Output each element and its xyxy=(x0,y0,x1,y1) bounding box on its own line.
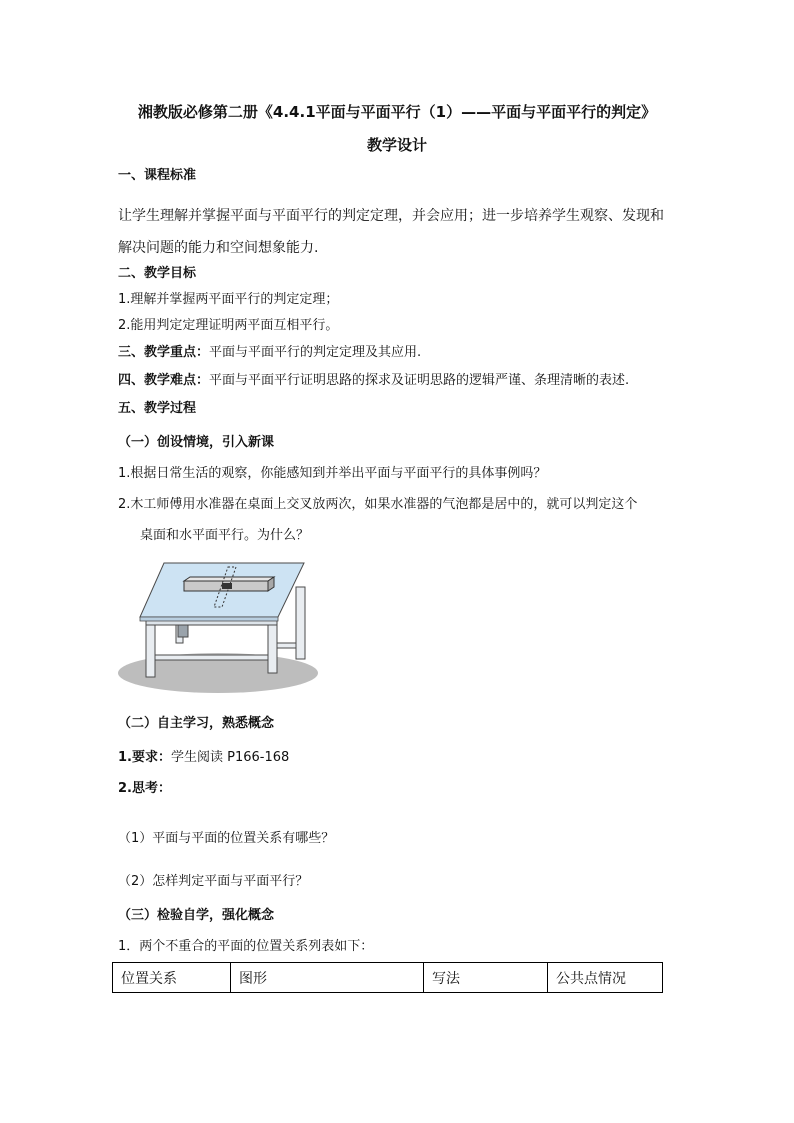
think-label: 2.思考： xyxy=(118,781,171,796)
col-header-common-points: 公共点情况 xyxy=(548,963,663,993)
requirement-text: 学生阅读 P166-168 xyxy=(170,750,290,765)
heading-scenario: （一）创设情境，引入新课 xyxy=(118,435,275,450)
scenario-question-2a: 2.木工师傅用水准器在桌面上交叉放两次，如果水准器的气泡都是居中的，就可以判定这个 xyxy=(118,497,638,512)
doc-title-line2: 教学设计 xyxy=(366,136,427,154)
heading-course-standard: 一、课程标准 xyxy=(118,168,197,183)
requirement xyxy=(118,749,289,767)
col-header-figure: 图形 xyxy=(231,963,424,993)
think-question-1: （1）平面与平面的位置关系有哪些？ xyxy=(118,831,335,846)
objective-item-1: 1.理解并掌握两平面平行的判定定理； xyxy=(118,292,339,307)
table-header-row xyxy=(113,963,663,993)
doc-title-line1: 湘教版必修第二册《4.4.1平面与平面平行（1）——平面与平面平行的判定》 xyxy=(137,103,657,121)
col-header-relation: 位置关系 xyxy=(113,963,231,993)
key-point-text: 平面与平面平行的判定定理及其应用. xyxy=(209,345,422,360)
relation-table xyxy=(112,962,663,993)
key-point-label: 三、教学重点： xyxy=(118,345,210,360)
think-question-2: （2）怎样判定平面与平面平行？ xyxy=(118,874,309,889)
key-point xyxy=(118,344,421,362)
scenario-question-2b: 桌面和水平面平行。为什么？ xyxy=(140,528,310,543)
col-header-notation: 写法 xyxy=(424,963,548,993)
requirement-label: 1.要求： xyxy=(118,750,171,765)
difficult-point xyxy=(118,372,629,390)
heading-objectives: 二、教学目标 xyxy=(118,266,197,281)
difficult-point-text: 平面与平面平行证明思路的探求及证明思路的逻辑严谨、条理清晰的表述. xyxy=(209,373,630,388)
table-level-illustration xyxy=(118,555,338,695)
scenario-question-1: 1.根据日常生活的观察，你能感知到并举出平面与平面平行的具体事例吗？ xyxy=(118,466,547,481)
heading-check: （三）检验自学，强化概念 xyxy=(118,908,275,923)
table-intro: 1．两个不重合的平面的位置关系列表如下： xyxy=(118,939,374,954)
standard-text-1: 让学生理解并掌握平面与平面平行的判定定理，并会应用；进一步培养学生观察、发现和 xyxy=(118,208,664,224)
objective-item-2: 2.能用判定定理证明两平面互相平行。 xyxy=(118,318,339,333)
heading-self-study: （二）自主学习，熟悉概念 xyxy=(118,716,275,731)
heading-process: 五、教学过程 xyxy=(118,401,197,416)
standard-text-2: 解决问题的能力和空间想象能力. xyxy=(118,240,319,256)
difficult-point-label: 四、教学难点： xyxy=(118,373,210,388)
